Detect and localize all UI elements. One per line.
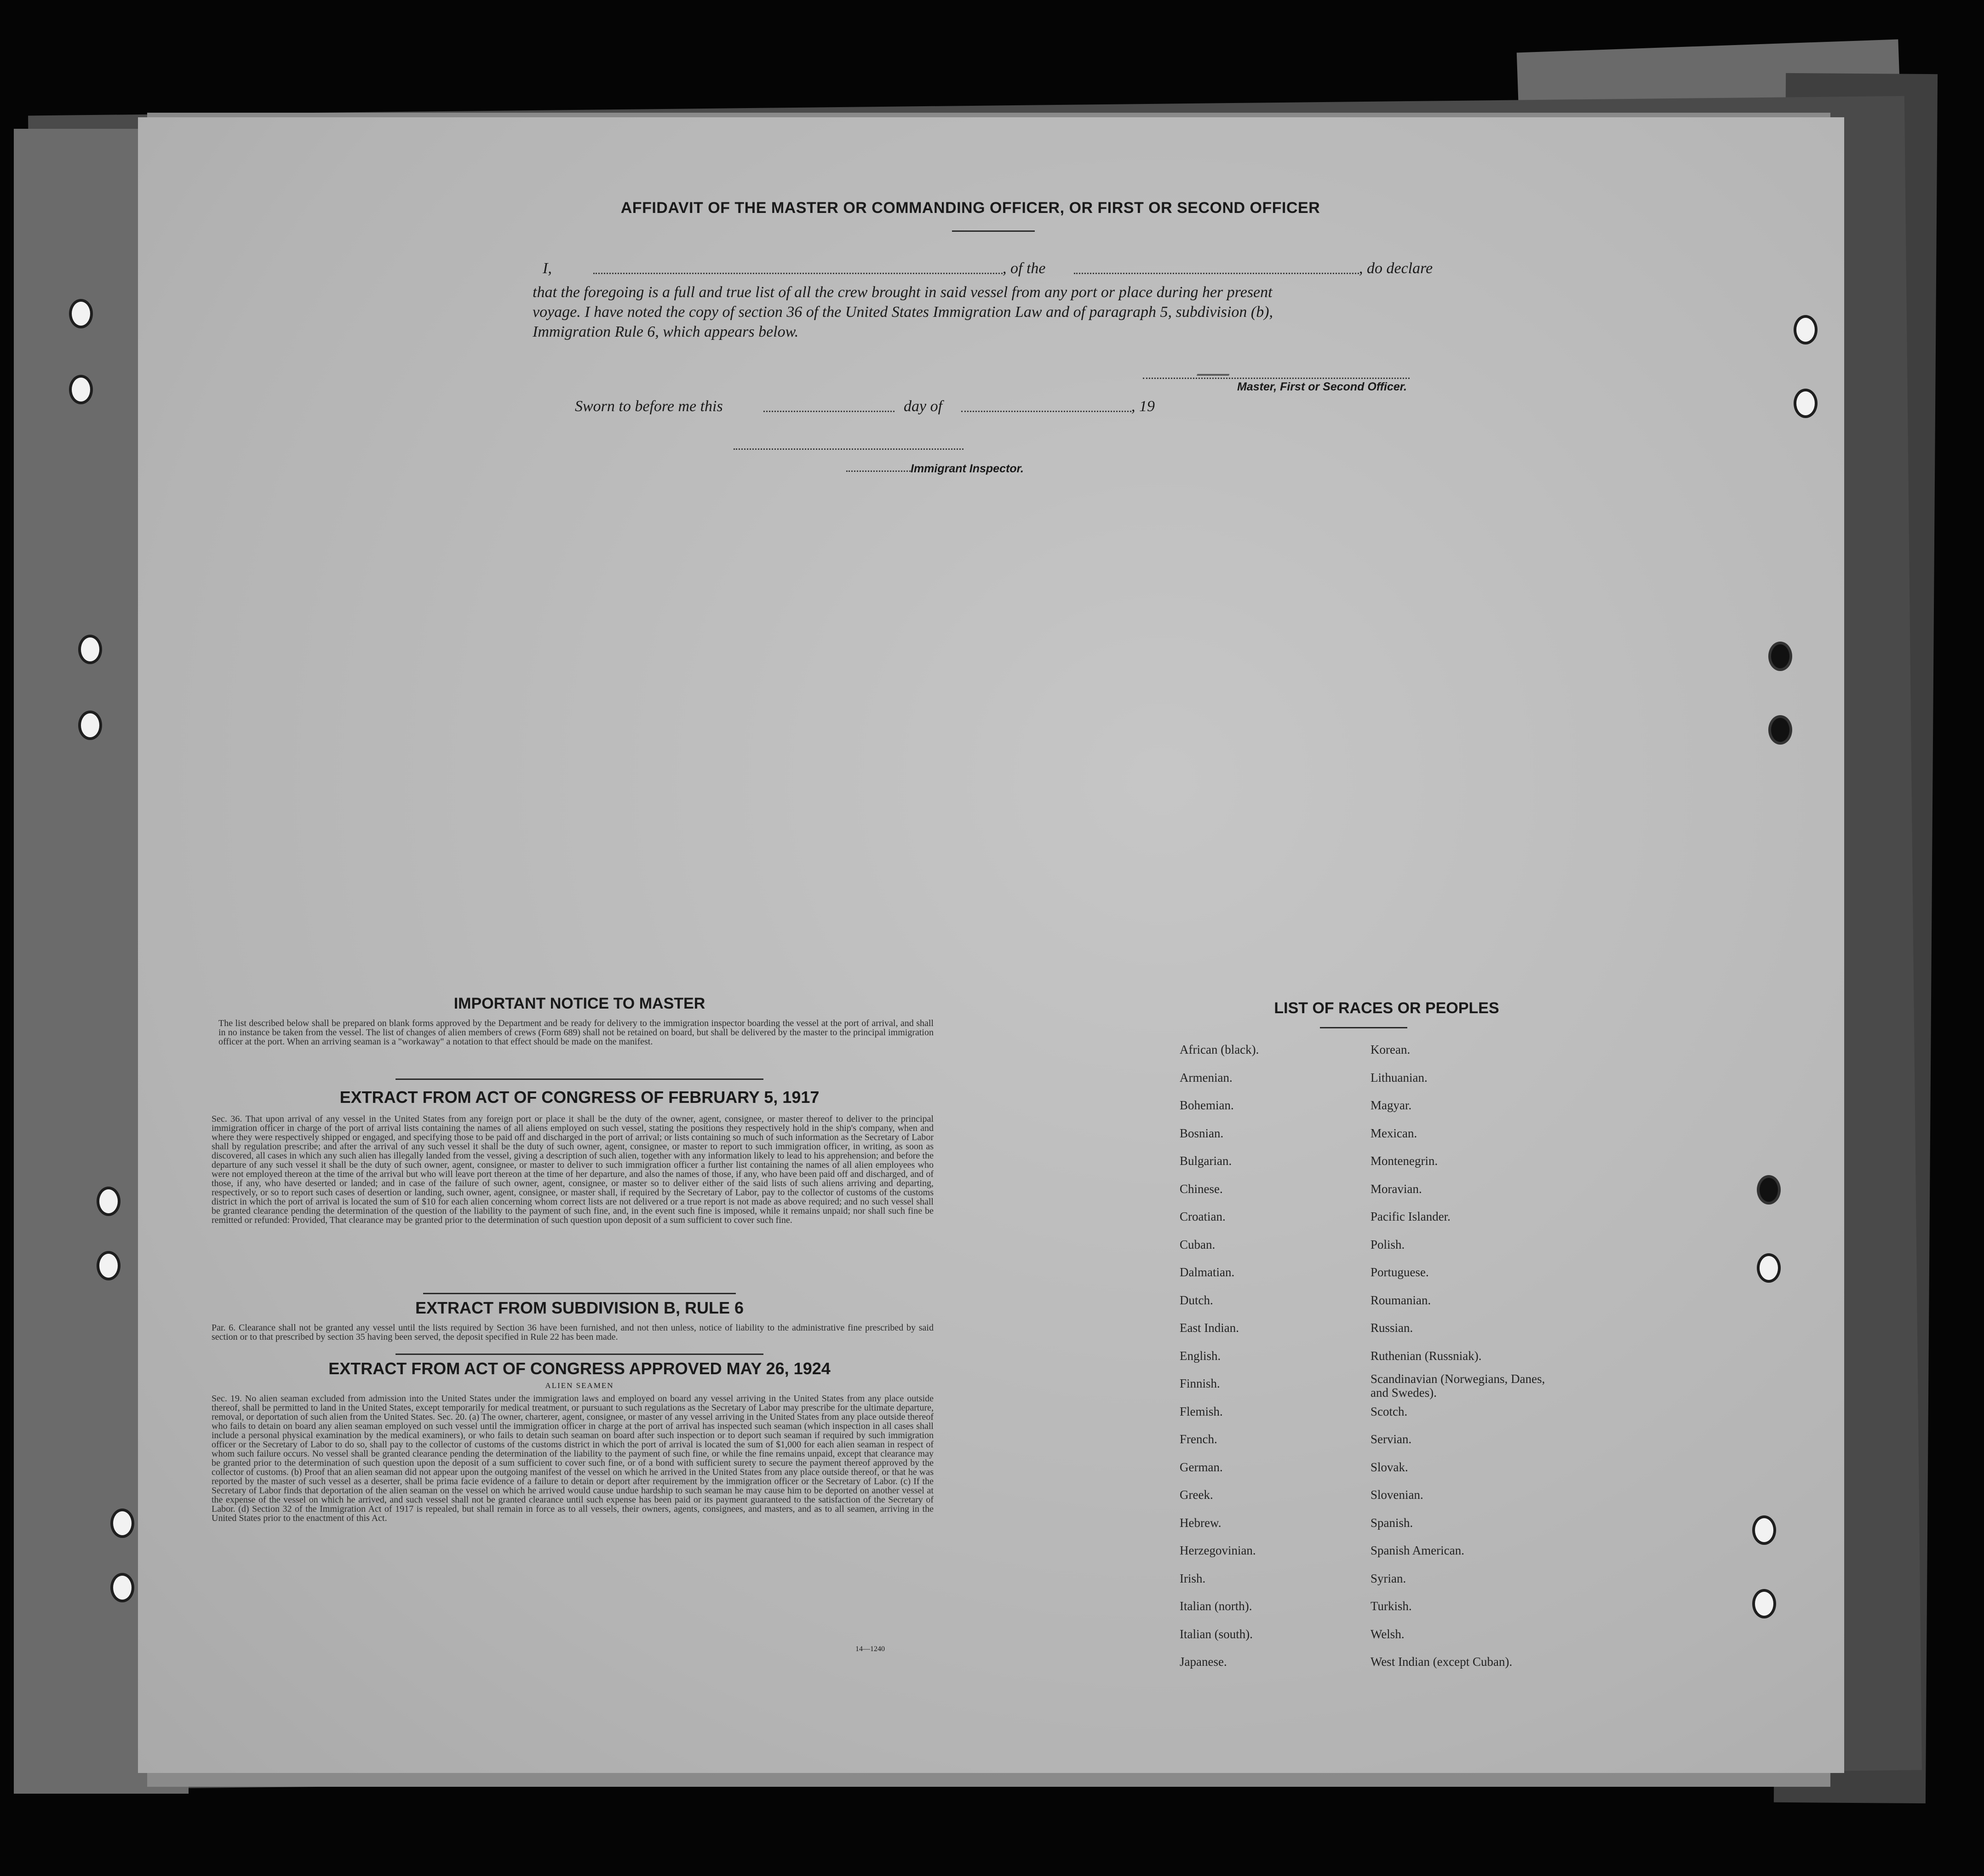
affidavit-line-4: Immigration Rule 6, which appears below. — [533, 323, 799, 340]
punch-hole — [78, 635, 102, 664]
affidavit-line-3: voyage. I have noted the copy of section 36 of the United States Immigration Law and of paragraph 5, subdivision (b), — [533, 304, 1273, 321]
race-item: Pacific Islander. — [1370, 1210, 1451, 1223]
race-item: Servian. — [1370, 1432, 1412, 1446]
name-blank — [593, 273, 1003, 274]
race-item: Herzegovinian. — [1180, 1543, 1256, 1557]
race-item: Spanish. — [1370, 1515, 1413, 1530]
race-item: Bohemian. — [1180, 1098, 1234, 1112]
inspector-label: Immigrant Inspector. — [911, 462, 1024, 475]
race-item: Scotch. — [1370, 1404, 1408, 1418]
punch-hole — [1752, 1589, 1776, 1618]
race-item: Mexican. — [1370, 1126, 1417, 1140]
inspector-blank-short — [846, 470, 911, 472]
race-item: Chinese. — [1180, 1182, 1223, 1196]
punch-hole — [69, 299, 93, 328]
form-sheet — [138, 117, 1844, 1773]
punch-hole — [97, 1251, 120, 1280]
race-item: Lithuanian. — [1370, 1070, 1428, 1084]
race-item: French. — [1180, 1432, 1217, 1446]
signature-mark — [1197, 356, 1236, 376]
race-item: Scandinavian (Norwegians, Danes, and Swedes). — [1370, 1372, 1545, 1400]
races-title: LIST OF RACES OR PEOPLES — [1274, 999, 1499, 1017]
affidavit-i: I, — [543, 260, 552, 277]
extract-1924-title: EXTRACT FROM ACT OF CONGRESS APPROVED MAY 26, 1924 — [328, 1359, 831, 1378]
race-item: English. — [1180, 1348, 1221, 1363]
extract-1917-title: EXTRACT FROM ACT OF CONGRESS OF FEBRUARY 5, 1917 — [339, 1088, 820, 1107]
sworn-year: , 19 — [1131, 398, 1155, 415]
punch-hole — [1794, 315, 1818, 344]
punch-hole — [78, 711, 102, 740]
race-item: Greek. — [1180, 1488, 1213, 1502]
extract-1924-text: Sec. 19. No alien seaman excluded from admission into the United States under the immigration laws and employed on board any vessel arriving in the United States from any place outside thereof, shall be permitted to land in the United States, except temporarily for medical treatment, or pursuant to such regulations as the Secretary of Labor may prescribe for the ultimate departure, removal, or deportation of such alien from the United States. Sec. 20. (a) The owner, charterer, agent, consignee, or master of any vessel arriving in the United States from any place outside thereof who fails to detain on board any alien seaman employed on such vessel until the immigration officer in charge at the port of arrival has inspected such seaman (which inspection in all cases shall include a personal physical examination by the medical examiners), or who fails to detain such seaman on board after such inspection or to deport such seaman if required by such immigration officer or the Secretary of Labor to do so, shall pay to the collector of customs of the customs district in which the port of arrival is located the sum of $1,000 for each alien seaman in respect of whom such failure occurs. No vessel shall be granted clearance pending the determination of the liability to the payment of such fine, or while the fine remains unpaid, except that clearance may be granted prior to the determination of such question upon the deposit of a sum sufficient to cover such fine, or of a bond with sufficient surety to secure the payment thereof approved by the collector of customs. (b) Proof that an alien seaman did not appear upon the outgoing manifest of the vessel on which he arrived in the United States from any place outside thereof, or that he was reported by the master of such vessel as a deserter, shall be prima facie evidence of a failure to detain or deport after requirement by the immigration officer or the Secretary of Labor. (c) If the Secretary of Labor finds that deportation of the alien seaman on the vessel on which he arrived would cause undue hardship to such seaman he may cause him to be deported on another vessel at the expense of the vessel on which he arrived, and such vessel shall not be granted clearance until such expense has been paid or its payment guaranteed to the satisfaction of the Secretary of Labor. (d) Section 32 of the Immigration Act of 1917 is repealed, but shall remain in force as to all vessels, their owners, agents, consignees, and masters, and as to all seamen, arriving in the United States prior to the enactment of this Act. — [212, 1394, 934, 1523]
inspector-blank — [734, 448, 963, 450]
race-item: Spanish American. — [1370, 1543, 1464, 1557]
punch-hole — [1794, 389, 1818, 418]
race-item: Bosnian. — [1180, 1126, 1224, 1140]
notice-title: IMPORTANT NOTICE TO MASTER — [453, 995, 705, 1012]
punch-hole — [97, 1187, 120, 1216]
vessel-blank — [1074, 273, 1359, 274]
title-rule — [952, 230, 1035, 232]
race-item: Dalmatian. — [1180, 1265, 1235, 1279]
punch-hole — [110, 1509, 134, 1538]
affidavit-declare: , do declare — [1359, 260, 1433, 277]
signature-blank — [1143, 378, 1410, 379]
race-item: Portuguese. — [1370, 1265, 1429, 1279]
races-rule — [1320, 1027, 1407, 1028]
extract-rule6-text: Par. 6. Clearance shall not be granted any vessel until the lists required by Section 36 have been furnished, and not then unless, notice of liability to the administrative fine prescribed by said section or to that prescribed by section 35 having been served, the deposit specified in Rule 22 has been made. — [212, 1323, 934, 1342]
race-item: Magyar. — [1370, 1098, 1412, 1112]
punch-hole — [1768, 715, 1792, 745]
race-item: Turkish. — [1370, 1599, 1412, 1613]
sworn-day-blank — [763, 411, 895, 412]
race-item: Dutch. — [1180, 1293, 1213, 1307]
punch-hole — [1768, 642, 1792, 671]
race-item: Italian (south). — [1180, 1627, 1253, 1641]
race-item: Korean. — [1370, 1043, 1411, 1056]
race-item: Montenegrin. — [1370, 1154, 1438, 1168]
race-item: Ruthenian (Russniak). — [1370, 1348, 1482, 1363]
race-item: Syrian. — [1370, 1571, 1406, 1585]
race-item: Irish. — [1180, 1571, 1206, 1585]
punch-hole — [69, 375, 93, 404]
race-item: Finnish. — [1180, 1377, 1220, 1390]
extract-1924-subtitle: ALIEN SEAMEN — [545, 1381, 614, 1390]
signature-label: Master, First or Second Officer. — [1237, 380, 1407, 393]
race-item: Moravian. — [1370, 1182, 1422, 1196]
race-item: Slovak. — [1370, 1460, 1408, 1474]
sworn-day-of: day of — [904, 398, 943, 415]
punch-hole — [1752, 1515, 1776, 1545]
race-item: Flemish. — [1180, 1404, 1223, 1418]
race-item: Bulgarian. — [1180, 1154, 1232, 1168]
punch-hole — [110, 1573, 134, 1602]
race-item: Japanese. — [1180, 1655, 1227, 1669]
race-item: Russian. — [1370, 1321, 1413, 1335]
race-item: Slovenian. — [1370, 1488, 1423, 1502]
punch-hole — [1757, 1175, 1781, 1205]
race-item: Welsh. — [1370, 1627, 1405, 1641]
race-item: Cuban. — [1180, 1237, 1216, 1251]
section-rule — [423, 1293, 736, 1294]
race-item: Hebrew. — [1180, 1515, 1221, 1530]
section-rule — [396, 1354, 763, 1355]
race-item: Roumanian. — [1370, 1293, 1431, 1307]
form-number: 14—1240 — [855, 1645, 885, 1653]
affidavit-of-the: , of the — [1003, 260, 1046, 277]
race-item: African (black). — [1180, 1043, 1259, 1056]
affidavit-line-2: that the foregoing is a full and true list of all the crew brought in said vessel from any port or place during her present — [533, 284, 1273, 301]
sworn-month-blank — [961, 411, 1131, 412]
race-item: Italian (north). — [1180, 1599, 1252, 1613]
extract-rule6-title: EXTRACT FROM SUBDIVISION B, RULE 6 — [415, 1298, 744, 1317]
race-item: German. — [1180, 1460, 1223, 1474]
affidavit-title: AFFIDAVIT OF THE MASTER OR COMMANDING OFFICER, OR FIRST OR SECOND OFFICER — [620, 199, 1320, 217]
notice-text: The list described below shall be prepared on blank forms approved by the Department and be ready for delivery to the immigration inspector boarding the vessel at the port of arrival, and shall in no instance be taken from the vessel. The list of changes of alien members of crews (Form 689) shall not be retained on board, but shall be delivered by the master to the principal immigration officer at the port. When an arriving seaman is a "workaway" a notation to that effect should be made on the manifest. — [218, 1018, 934, 1047]
race-item: West Indian (except Cuban). — [1370, 1655, 1513, 1669]
race-item: East Indian. — [1180, 1321, 1239, 1335]
section-rule — [396, 1079, 763, 1080]
punch-hole — [1757, 1253, 1781, 1283]
extract-1917-text: Sec. 36. That upon arrival of any vessel in the United States from any foreign port or place it shall be the duty of the owner, agent, consignee, or master thereof to deliver to the principal immigration officer in charge of the port of arrival lists containing the names of all aliens employed on such vessel, stating the positions they respectively hold in the ship's company, when and where they were respectively shipped or engaged, and specifying those to be paid off and discharged in the port of arrival; or lists containing so much of such information as the Secretary of Labor shall by regulation prescribe; and after the arrival of any such vessel it shall be the duty of such owner, agent, consignee, or master to report to such immigration officer, in writing, as soon as discovered, all cases in which any such alien has illegally landed from the vessel, giving a description of such alien, together with any information likely to lead to his apprehension; and before the departure of any such vessel it shall be the duty of such owner, agent, consignee, or master to deliver to such immigration officer a further list containing the names of all alien employees who were not employed thereon at the time of the arrival but who will leave port thereon at the time of her departure, and also the names of those, if any, who have been paid off and discharged, and of those, if any, who have deserted or landed; and in case of the failure of such owner, agent, consignee, or master so to deliver either of the said lists of such aliens arriving and departing, respectively, or so to report such cases of desertion or landing, such owner, agent, consignee, or master shall, if required by the Secretary of Labor, pay to the collector of customs of the customs district in which the port of arrival is located the sum of $10 for each alien concerning whom correct lists are not delivered or a true report is not made as above required; and no such vessel shall be granted clearance pending the determination of the question of the liability to the payment of such fine, and, in the event such fine is imposed, while it remains unpaid; nor shall such fine be remitted or refunded: Provided, That clearance may be granted prior to the determination of such question upon deposit of a sum sufficient to cover such fine. — [212, 1114, 934, 1225]
race-item: Polish. — [1370, 1237, 1405, 1251]
sworn-prefix: Sworn to before me this — [575, 398, 723, 415]
race-item: Armenian. — [1180, 1070, 1233, 1084]
race-item: Croatian. — [1180, 1210, 1226, 1223]
